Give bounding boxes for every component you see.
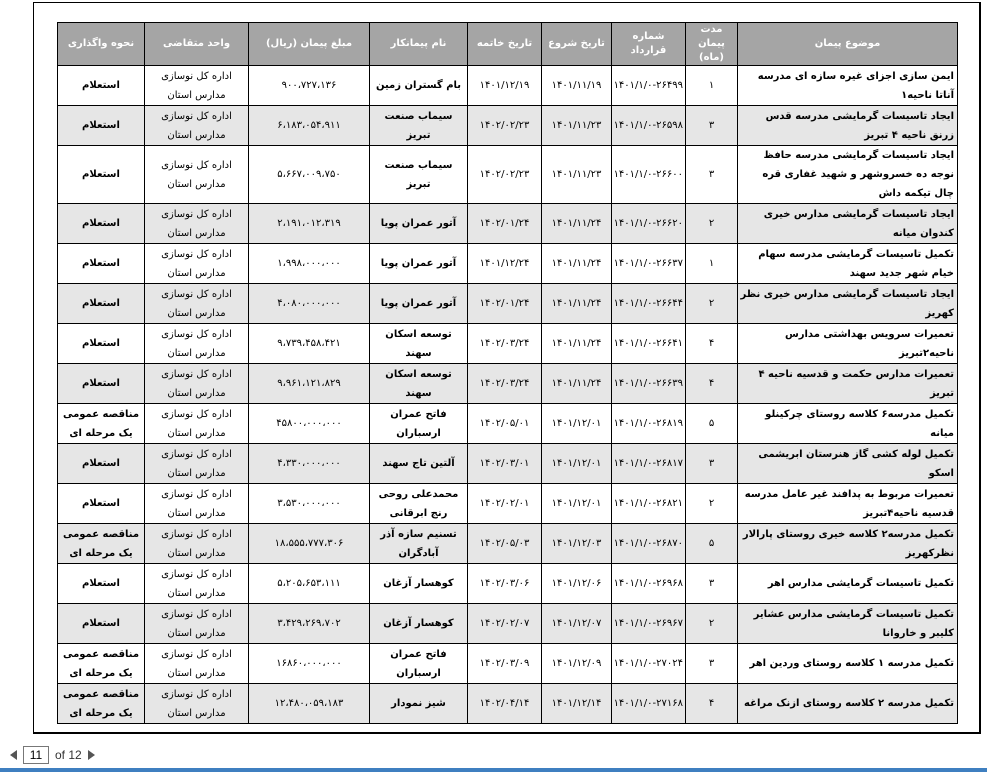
cell-duration: ۲ — [686, 284, 738, 324]
cell-start-date: ۱۴۰۱/۱۱/۲۴ — [542, 324, 612, 364]
page-number-input[interactable] — [23, 746, 49, 764]
cell-amount: ۴۵۸۰۰،۰۰۰،۰۰۰ — [249, 404, 370, 444]
header-contractor: نام پیمانکار — [370, 23, 468, 66]
table-row — [58, 364, 958, 404]
cell-method: استعلام — [58, 364, 145, 404]
cell-subject: تکمیل تاسیسات گرمایشی مدرسه سهام خیام شهر جدید سهند — [738, 244, 958, 284]
cell-end-date: ۱۴۰۲/۰۳/۰۹ — [468, 644, 542, 684]
cell-subject: ایجاد تاسیسات گرمایشی مدارس خیری کندوان میانه — [738, 204, 958, 244]
cell-subject: تکمیل مدرسه ۱ کلاسه روستای وردین اهر — [738, 644, 958, 684]
cell-subject: ایمن سازی اجزای غیره سازه ای مدرسه آناتا ناحیه۱ — [738, 66, 958, 106]
cell-end-date: ۱۴۰۱/۱۲/۲۴ — [468, 244, 542, 284]
cell-contract-no: ۱۴۰۱/۱/۰-۲۶۸۱۷ — [612, 444, 686, 484]
cell-amount: ۴،۳۳۰،۰۰۰،۰۰۰ — [249, 444, 370, 484]
cell-contractor: آتور عمران پویا — [370, 204, 468, 244]
cell-contractor: کوهسار آزغان — [370, 564, 468, 604]
cell-start-date: ۱۴۰۱/۱۲/۰۱ — [542, 404, 612, 444]
table-row — [58, 444, 958, 484]
cell-end-date: ۱۴۰۲/۰۱/۲۴ — [468, 284, 542, 324]
cell-end-date: ۱۴۰۲/۰۲/۲۳ — [468, 106, 542, 146]
cell-contractor: آلتین تاج سهند — [370, 444, 468, 484]
cell-unit: اداره کل نوسازی مدارس استان — [145, 404, 249, 444]
header-duration: مدت پیمان (ماه) — [686, 23, 738, 66]
cell-method: استعلام — [58, 244, 145, 284]
cell-method: مناقصه عمومی یک مرحله ای — [58, 684, 145, 724]
cell-end-date: ۱۴۰۲/۰۳/۲۴ — [468, 364, 542, 404]
cell-unit: اداره کل نوسازی مدارس استان — [145, 284, 249, 324]
cell-contractor: سیماب صنعت تبریز — [370, 146, 468, 204]
header-subject: موضوع پیمان — [738, 23, 958, 66]
cell-unit: اداره کل نوسازی مدارس استان — [145, 106, 249, 146]
table-row — [58, 324, 958, 364]
cell-start-date: ۱۴۰۱/۱۲/۰۶ — [542, 564, 612, 604]
cell-amount: ۵،۶۶۷،۰۰۹،۷۵۰ — [249, 146, 370, 204]
cell-amount: ۱،۹۹۸،۰۰۰،۰۰۰ — [249, 244, 370, 284]
cell-contractor: آتور عمران پویا — [370, 244, 468, 284]
cell-start-date: ۱۴۰۱/۱۲/۰۷ — [542, 604, 612, 644]
cell-contract-no: ۱۴۰۱/۱/۰-۲۶۶۰۰ — [612, 146, 686, 204]
cell-method: استعلام — [58, 146, 145, 204]
cell-start-date: ۱۴۰۱/۱۱/۲۴ — [542, 284, 612, 324]
cell-duration: ۴ — [686, 324, 738, 364]
bottom-accent-bar — [0, 768, 987, 772]
cell-contractor: شیز نمودار — [370, 684, 468, 724]
table-row — [58, 204, 958, 244]
cell-duration: ۳ — [686, 146, 738, 204]
header-contract-no: شماره قرارداد — [612, 23, 686, 66]
cell-duration: ۳ — [686, 444, 738, 484]
table-row — [58, 106, 958, 146]
cell-method: مناقصه عمومی یک مرحله ای — [58, 524, 145, 564]
next-page-icon[interactable] — [88, 750, 95, 760]
cell-end-date: ۱۴۰۲/۰۳/۰۱ — [468, 444, 542, 484]
cell-contract-no: ۱۴۰۱/۱/۰-۲۶۸۱۹ — [612, 404, 686, 444]
cell-amount: ۱۲،۴۸۰،۰۵۹،۱۸۳ — [249, 684, 370, 724]
table-row — [58, 404, 958, 444]
cell-duration: ۲ — [686, 204, 738, 244]
cell-contractor: فاتح عمران ارسباران — [370, 644, 468, 684]
cell-amount: ۲،۱۹۱،۰۱۲،۳۱۹ — [249, 204, 370, 244]
table-row — [58, 644, 958, 684]
previous-page-icon[interactable] — [10, 750, 17, 760]
cell-duration: ۳ — [686, 564, 738, 604]
cell-subject: تعمیرات مدارس حکمت و قدسیه ناحیه ۴ تبریز — [738, 364, 958, 404]
cell-subject: تکمیل مدرسه۶ کلاسه روستای چرکینلو میانه — [738, 404, 958, 444]
cell-unit: اداره کل نوسازی مدارس استان — [145, 204, 249, 244]
contracts-table — [57, 22, 958, 724]
table-row — [58, 524, 958, 564]
cell-method: استعلام — [58, 324, 145, 364]
cell-subject: تکمیل تاسیسات گرمایشی مدارس اهر — [738, 564, 958, 604]
cell-contract-no: ۱۴۰۱/۱/۰-۲۶۶۴۱ — [612, 324, 686, 364]
cell-start-date: ۱۴۰۱/۱۱/۲۴ — [542, 204, 612, 244]
cell-method: مناقصه عمومی یک مرحله ای — [58, 404, 145, 444]
cell-unit: اداره کل نوسازی مدارس استان — [145, 644, 249, 684]
cell-method: استعلام — [58, 204, 145, 244]
cell-subject: تکمیل مدرسه۲ کلاسه خیری روستای پارالار نظرکهریز — [738, 524, 958, 564]
header-unit: واحد متقاضی — [145, 23, 249, 66]
cell-start-date: ۱۴۰۱/۱۲/۰۳ — [542, 524, 612, 564]
cell-subject: تکمیل مدرسه ۲ کلاسه روستای ازنک مراغه — [738, 684, 958, 724]
cell-method: استعلام — [58, 66, 145, 106]
cell-method: استعلام — [58, 484, 145, 524]
cell-amount: ۳،۵۳۰،۰۰۰،۰۰۰ — [249, 484, 370, 524]
cell-subject: ایجاد تاسیسات گرمایشی مدرسه قدس زرنق ناحیه ۴ تبریز — [738, 106, 958, 146]
cell-method: استعلام — [58, 106, 145, 146]
cell-start-date: ۱۴۰۱/۱۲/۱۴ — [542, 684, 612, 724]
cell-start-date: ۱۴۰۱/۱۲/۰۱ — [542, 444, 612, 484]
cell-subject: ایجاد تاسیسات گرمایشی مدارس خیری نظر کهریز — [738, 284, 958, 324]
cell-duration: ۱ — [686, 244, 738, 284]
table-row — [58, 564, 958, 604]
cell-duration: ۲ — [686, 604, 738, 644]
table-row — [58, 146, 958, 204]
cell-contractor: آتور عمران پویا — [370, 284, 468, 324]
cell-end-date: ۱۴۰۲/۰۵/۰۳ — [468, 524, 542, 564]
header-start-date: تاریخ شروع — [542, 23, 612, 66]
table-row — [58, 604, 958, 644]
cell-method: استعلام — [58, 444, 145, 484]
cell-amount: ۹۰۰،۷۲۷،۱۳۶ — [249, 66, 370, 106]
cell-contract-no: ۱۴۰۱/۱/۰-۲۷۱۶۸ — [612, 684, 686, 724]
cell-start-date: ۱۴۰۱/۱۱/۲۳ — [542, 146, 612, 204]
cell-end-date: ۱۴۰۱/۱۲/۱۹ — [468, 66, 542, 106]
cell-duration: ۱ — [686, 66, 738, 106]
header-amount: مبلغ پیمان (ریال) — [249, 23, 370, 66]
cell-contractor: فاتح عمران ارسباران — [370, 404, 468, 444]
cell-duration: ۵ — [686, 524, 738, 564]
cell-unit: اداره کل نوسازی مدارس استان — [145, 66, 249, 106]
header-end-date: تاریخ خاتمه — [468, 23, 542, 66]
cell-amount: ۱۶۸۶۰،۰۰۰،۰۰۰ — [249, 644, 370, 684]
cell-contract-no: ۱۴۰۱/۱/۰-۲۶۶۴۴ — [612, 284, 686, 324]
cell-amount: ۹،۹۶۱،۱۲۱،۸۲۹ — [249, 364, 370, 404]
cell-end-date: ۱۴۰۲/۰۱/۲۴ — [468, 204, 542, 244]
table-row — [58, 66, 958, 106]
cell-subject: تعمیرات مربوط به پدافند غیر عامل مدرسه قدسیه ناحیه۴تبریز — [738, 484, 958, 524]
cell-contract-no: ۱۴۰۱/۱/۰-۲۶۴۹۹ — [612, 66, 686, 106]
cell-start-date: ۱۴۰۱/۱۱/۱۹ — [542, 66, 612, 106]
cell-end-date: ۱۴۰۲/۰۲/۰۱ — [468, 484, 542, 524]
cell-method: استعلام — [58, 284, 145, 324]
cell-unit: اداره کل نوسازی مدارس استان — [145, 564, 249, 604]
cell-contract-no: ۱۴۰۱/۱/۰-۲۶۸۲۱ — [612, 484, 686, 524]
cell-contract-no: ۱۴۰۱/۱/۰-۲۶۶۳۹ — [612, 364, 686, 404]
cell-amount: ۳،۴۲۹،۲۶۹،۷۰۲ — [249, 604, 370, 644]
cell-amount: ۴،۰۸۰،۰۰۰،۰۰۰ — [249, 284, 370, 324]
table-body — [58, 66, 958, 724]
cell-start-date: ۱۴۰۱/۱۲/۰۱ — [542, 484, 612, 524]
cell-end-date: ۱۴۰۲/۰۴/۱۴ — [468, 684, 542, 724]
cell-end-date: ۱۴۰۲/۰۳/۲۴ — [468, 324, 542, 364]
cell-contractor: توسعه اسکان سهند — [370, 364, 468, 404]
cell-subject: ایجاد تاسیسات گرمایشی مدرسه حافظ نوجه ده خسروشهر و شهید غفاری قره چال تیکمه داش — [738, 146, 958, 204]
cell-amount: ۹،۷۳۹،۴۵۸،۴۲۱ — [249, 324, 370, 364]
cell-start-date: ۱۴۰۱/۱۱/۲۴ — [542, 244, 612, 284]
cell-method: استعلام — [58, 604, 145, 644]
cell-contractor: سیماب صنعت تبریز — [370, 106, 468, 146]
cell-start-date: ۱۴۰۱/۱۱/۲۴ — [542, 364, 612, 404]
cell-start-date: ۱۴۰۱/۱۲/۰۹ — [542, 644, 612, 684]
cell-end-date: ۱۴۰۲/۰۲/۰۷ — [468, 604, 542, 644]
cell-duration: ۳ — [686, 106, 738, 146]
cell-unit: اداره کل نوسازی مدارس استان — [145, 364, 249, 404]
cell-method: استعلام — [58, 564, 145, 604]
cell-method: مناقصه عمومی یک مرحله ای — [58, 644, 145, 684]
page-total-label: of 12 — [55, 748, 82, 762]
cell-contractor: توسعه اسکان سهند — [370, 324, 468, 364]
cell-contract-no: ۱۴۰۱/۱/۰-۲۶۸۷۰ — [612, 524, 686, 564]
page-navigator — [10, 745, 95, 765]
header-method: نحوه واگذاری — [58, 23, 145, 66]
cell-contractor: تسنیم سازه آذر آبادگران — [370, 524, 468, 564]
cell-unit: اداره کل نوسازی مدارس استان — [145, 604, 249, 644]
cell-duration: ۵ — [686, 404, 738, 444]
cell-unit: اداره کل نوسازی مدارس استان — [145, 524, 249, 564]
cell-contract-no: ۱۴۰۱/۱/۰-۲۶۶۳۷ — [612, 244, 686, 284]
cell-subject: تکمیل لوله کشی گاز هنرستان ابریشمی اسکو — [738, 444, 958, 484]
cell-unit: اداره کل نوسازی مدارس استان — [145, 484, 249, 524]
table-header-row — [58, 23, 958, 66]
cell-unit: اداره کل نوسازی مدارس استان — [145, 684, 249, 724]
cell-amount: ۵،۲۰۵،۶۵۳،۱۱۱ — [249, 564, 370, 604]
cell-contract-no: ۱۴۰۱/۱/۰-۲۶۹۶۷ — [612, 604, 686, 644]
cell-amount: ۶،۱۸۳،۰۵۴،۹۱۱ — [249, 106, 370, 146]
table-row — [58, 284, 958, 324]
table-row — [58, 484, 958, 524]
cell-unit: اداره کل نوسازی مدارس استان — [145, 444, 249, 484]
table-row — [58, 244, 958, 284]
cell-amount: ۱۸،۵۵۵،۷۷۷،۳۰۶ — [249, 524, 370, 564]
cell-unit: اداره کل نوسازی مدارس استان — [145, 244, 249, 284]
cell-subject: تکمیل تاسیسات گرمایشی مدارس عشایر کلیبر و خاروانا — [738, 604, 958, 644]
cell-contractor: محمدعلی روحی رنج ابرقانی — [370, 484, 468, 524]
cell-duration: ۲ — [686, 484, 738, 524]
cell-duration: ۴ — [686, 684, 738, 724]
cell-contractor: کوهسار آزغان — [370, 604, 468, 644]
cell-end-date: ۱۴۰۲/۰۵/۰۱ — [468, 404, 542, 444]
cell-unit: اداره کل نوسازی مدارس استان — [145, 146, 249, 204]
cell-end-date: ۱۴۰۲/۰۳/۰۶ — [468, 564, 542, 604]
cell-contract-no: ۱۴۰۱/۱/۰-۲۶۵۹۸ — [612, 106, 686, 146]
cell-duration: ۴ — [686, 364, 738, 404]
cell-unit: اداره کل نوسازی مدارس استان — [145, 324, 249, 364]
table-row — [58, 684, 958, 724]
cell-end-date: ۱۴۰۲/۰۲/۲۳ — [468, 146, 542, 204]
cell-contract-no: ۱۴۰۱/۱/۰-۲۷۰۲۴ — [612, 644, 686, 684]
cell-subject: تعمیرات سرویس بهداشتی مدارس ناحیه۲تبریز — [738, 324, 958, 364]
cell-duration: ۳ — [686, 644, 738, 684]
cell-contract-no: ۱۴۰۱/۱/۰-۲۶۶۲۰ — [612, 204, 686, 244]
cell-start-date: ۱۴۰۱/۱۱/۲۳ — [542, 106, 612, 146]
cell-contract-no: ۱۴۰۱/۱/۰-۲۶۹۶۸ — [612, 564, 686, 604]
cell-contractor: بام گستران زمین — [370, 66, 468, 106]
